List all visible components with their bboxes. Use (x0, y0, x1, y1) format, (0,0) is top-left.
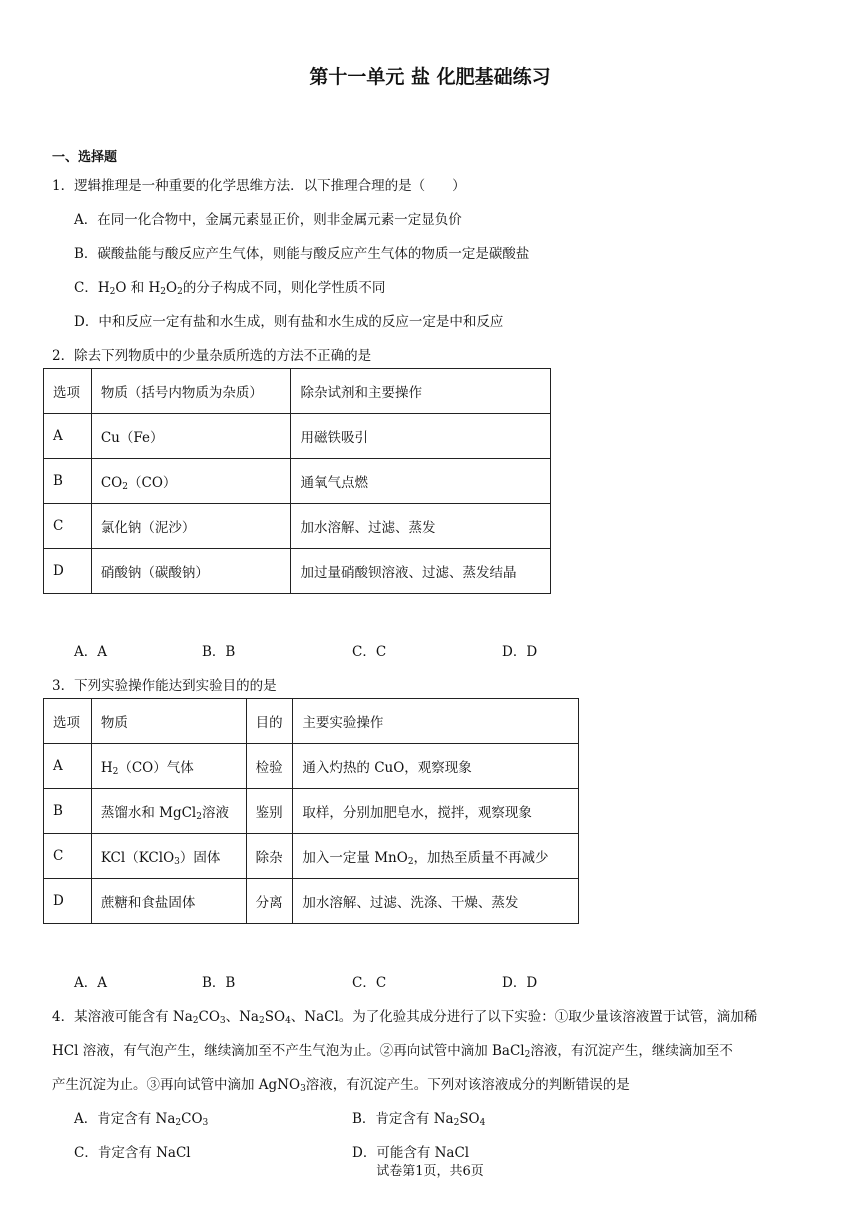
table-cell: B (44, 459, 92, 504)
question-2-table (43, 368, 551, 594)
table-cell: 加入一定量 MnO$_2$，加热至质量不再减少 (293, 834, 579, 879)
table-header-cell: 除杂试剂和主要操作 (291, 369, 551, 414)
table-cell: D (44, 549, 92, 594)
question-1-option-b: B．碳酸盐能与酸反应产生气体，则能与酸反应产生气体的物质一定是碳酸盐 (74, 246, 530, 262)
table-cell: 检验 (246, 744, 293, 789)
question-1-option-a: A．在同一化合物中，金属元素显正价，则非金属元素一定显负价 (74, 212, 462, 228)
table-cell: C (44, 834, 92, 879)
table-cell: 通氧气点燃 (291, 459, 551, 504)
question-4-option-c: C．肯定含有 NaCl (74, 1145, 191, 1161)
question-2-answer-d: D．D (502, 644, 538, 660)
table-cell: 取样，分别加肥皂水，搅拌，观察现象 (293, 789, 579, 834)
table-header-cell: 主要实验操作 (293, 699, 579, 744)
question-4-stem-line-1: 4．某溶液可能含有 $Na_2CO_3$、$Na_2SO_4$、NaCl。为了化验其成分进行了以下实验：①取少量该溶液置于试管，滴加稀 (52, 1009, 758, 1026)
table-cell: 鉴别 (246, 789, 293, 834)
table-header-row (44, 699, 579, 744)
question-4-stem-line-2: HCl 溶液，有气泡产生，继续滴加至不产生气泡为止。②再向试管中滴加 BaCl$_2$溶液，有沉淀产生，继续滴加至不 (52, 1043, 733, 1060)
table-row (44, 744, 579, 789)
table-cell: C (44, 504, 92, 549)
table-cell: 蔗糖和食盐固体 (91, 879, 246, 924)
question-4-option-d: D．可能含有 NaCl (352, 1145, 470, 1161)
table-cell: D (44, 879, 92, 924)
question-2-stem: 2．除去下列物质中的少量杂质所选的方法不正确的是 (52, 348, 372, 364)
table-header-cell: 目的 (246, 699, 293, 744)
question-3-table (43, 698, 579, 924)
table-cell: 分离 (246, 879, 293, 924)
question-2-answer-a: A．A (74, 644, 107, 660)
table-cell: Cu（Fe） (91, 414, 291, 459)
table-header-cell: 选项 (44, 369, 92, 414)
table-header-cell: 物质 (91, 699, 246, 744)
table-row (44, 549, 551, 594)
table-cell: 通入灼热的 CuO，观察现象 (293, 744, 579, 789)
table-cell: 蒸馏水和 MgCl$_2$溶液 (91, 789, 246, 834)
table-header-row (44, 369, 551, 414)
question-1-stem: 1．逻辑推理是一种重要的化学思维方法．以下推理合理的是（ ） (52, 178, 466, 194)
question-1-option-d: D．中和反应一定有盐和水生成，则有盐和水生成的反应一定是中和反应 (74, 314, 504, 330)
question-2-answer-b: B．B (202, 644, 236, 660)
table-cell: $CO_2(CO)$ (91, 459, 291, 504)
table-cell: 加水溶解、过滤、洗涤、干燥、蒸发 (293, 879, 579, 924)
question-4-option-a: A．肯定含有 $Na_2CO_3$ (74, 1111, 209, 1128)
table-header-cell: 选项 (44, 699, 92, 744)
question-1-option-c: C．$H_2O$ 和 $H_2O_2$的分子构成不同，则化学性质不同 (74, 280, 386, 297)
question-2-answer-c: C．C (352, 644, 387, 660)
table-cell: 用磁铁吸引 (291, 414, 551, 459)
question-4-option-b: B．肯定含有 $Na_2SO_4$ (352, 1111, 486, 1128)
section-heading: 一、选择题 (52, 150, 118, 165)
table-row (44, 789, 579, 834)
table-cell: 硝酸钠（碳酸钠） (91, 549, 291, 594)
table-cell: 氯化钠（泥沙） (91, 504, 291, 549)
table-row (44, 834, 579, 879)
table-cell: A (44, 414, 92, 459)
table-header-cell: 物质（括号内物质为杂质） (91, 369, 291, 414)
question-4-stem-line-3: 产生沉淀为止。③再向试管中滴加 AgNO$_3$溶液，有沉淀产生。下列对该溶液成分的判断错误的是 (52, 1077, 630, 1094)
table-row (44, 879, 579, 924)
table-cell: $H_2(CO)$气体 (91, 744, 246, 789)
table-cell: 加水溶解、过滤、蒸发 (291, 504, 551, 549)
table-cell: 加过量硝酸钡溶液、过滤、蒸发结晶 (291, 549, 551, 594)
table-cell: 除杂 (246, 834, 293, 879)
table-cell: A (44, 744, 92, 789)
question-3-answer-c: C．C (352, 975, 387, 991)
table-cell: KCl（KClO$_3$）固体 (91, 834, 246, 879)
question-3-answer-a: A．A (74, 975, 107, 991)
question-3-answer-b: B．B (202, 975, 236, 991)
table-row (44, 414, 551, 459)
page-title: 第十一单元 盐 化肥基础练习 (309, 66, 551, 88)
table-cell: B (44, 789, 92, 834)
table-row (44, 459, 551, 504)
table-row (44, 504, 551, 549)
question-3-stem: 3．下列实验操作能达到实验目的的是 (52, 678, 277, 694)
question-3-answer-d: D．D (502, 975, 538, 991)
page-footer: 试卷第1页，共6页 (376, 1164, 484, 1179)
